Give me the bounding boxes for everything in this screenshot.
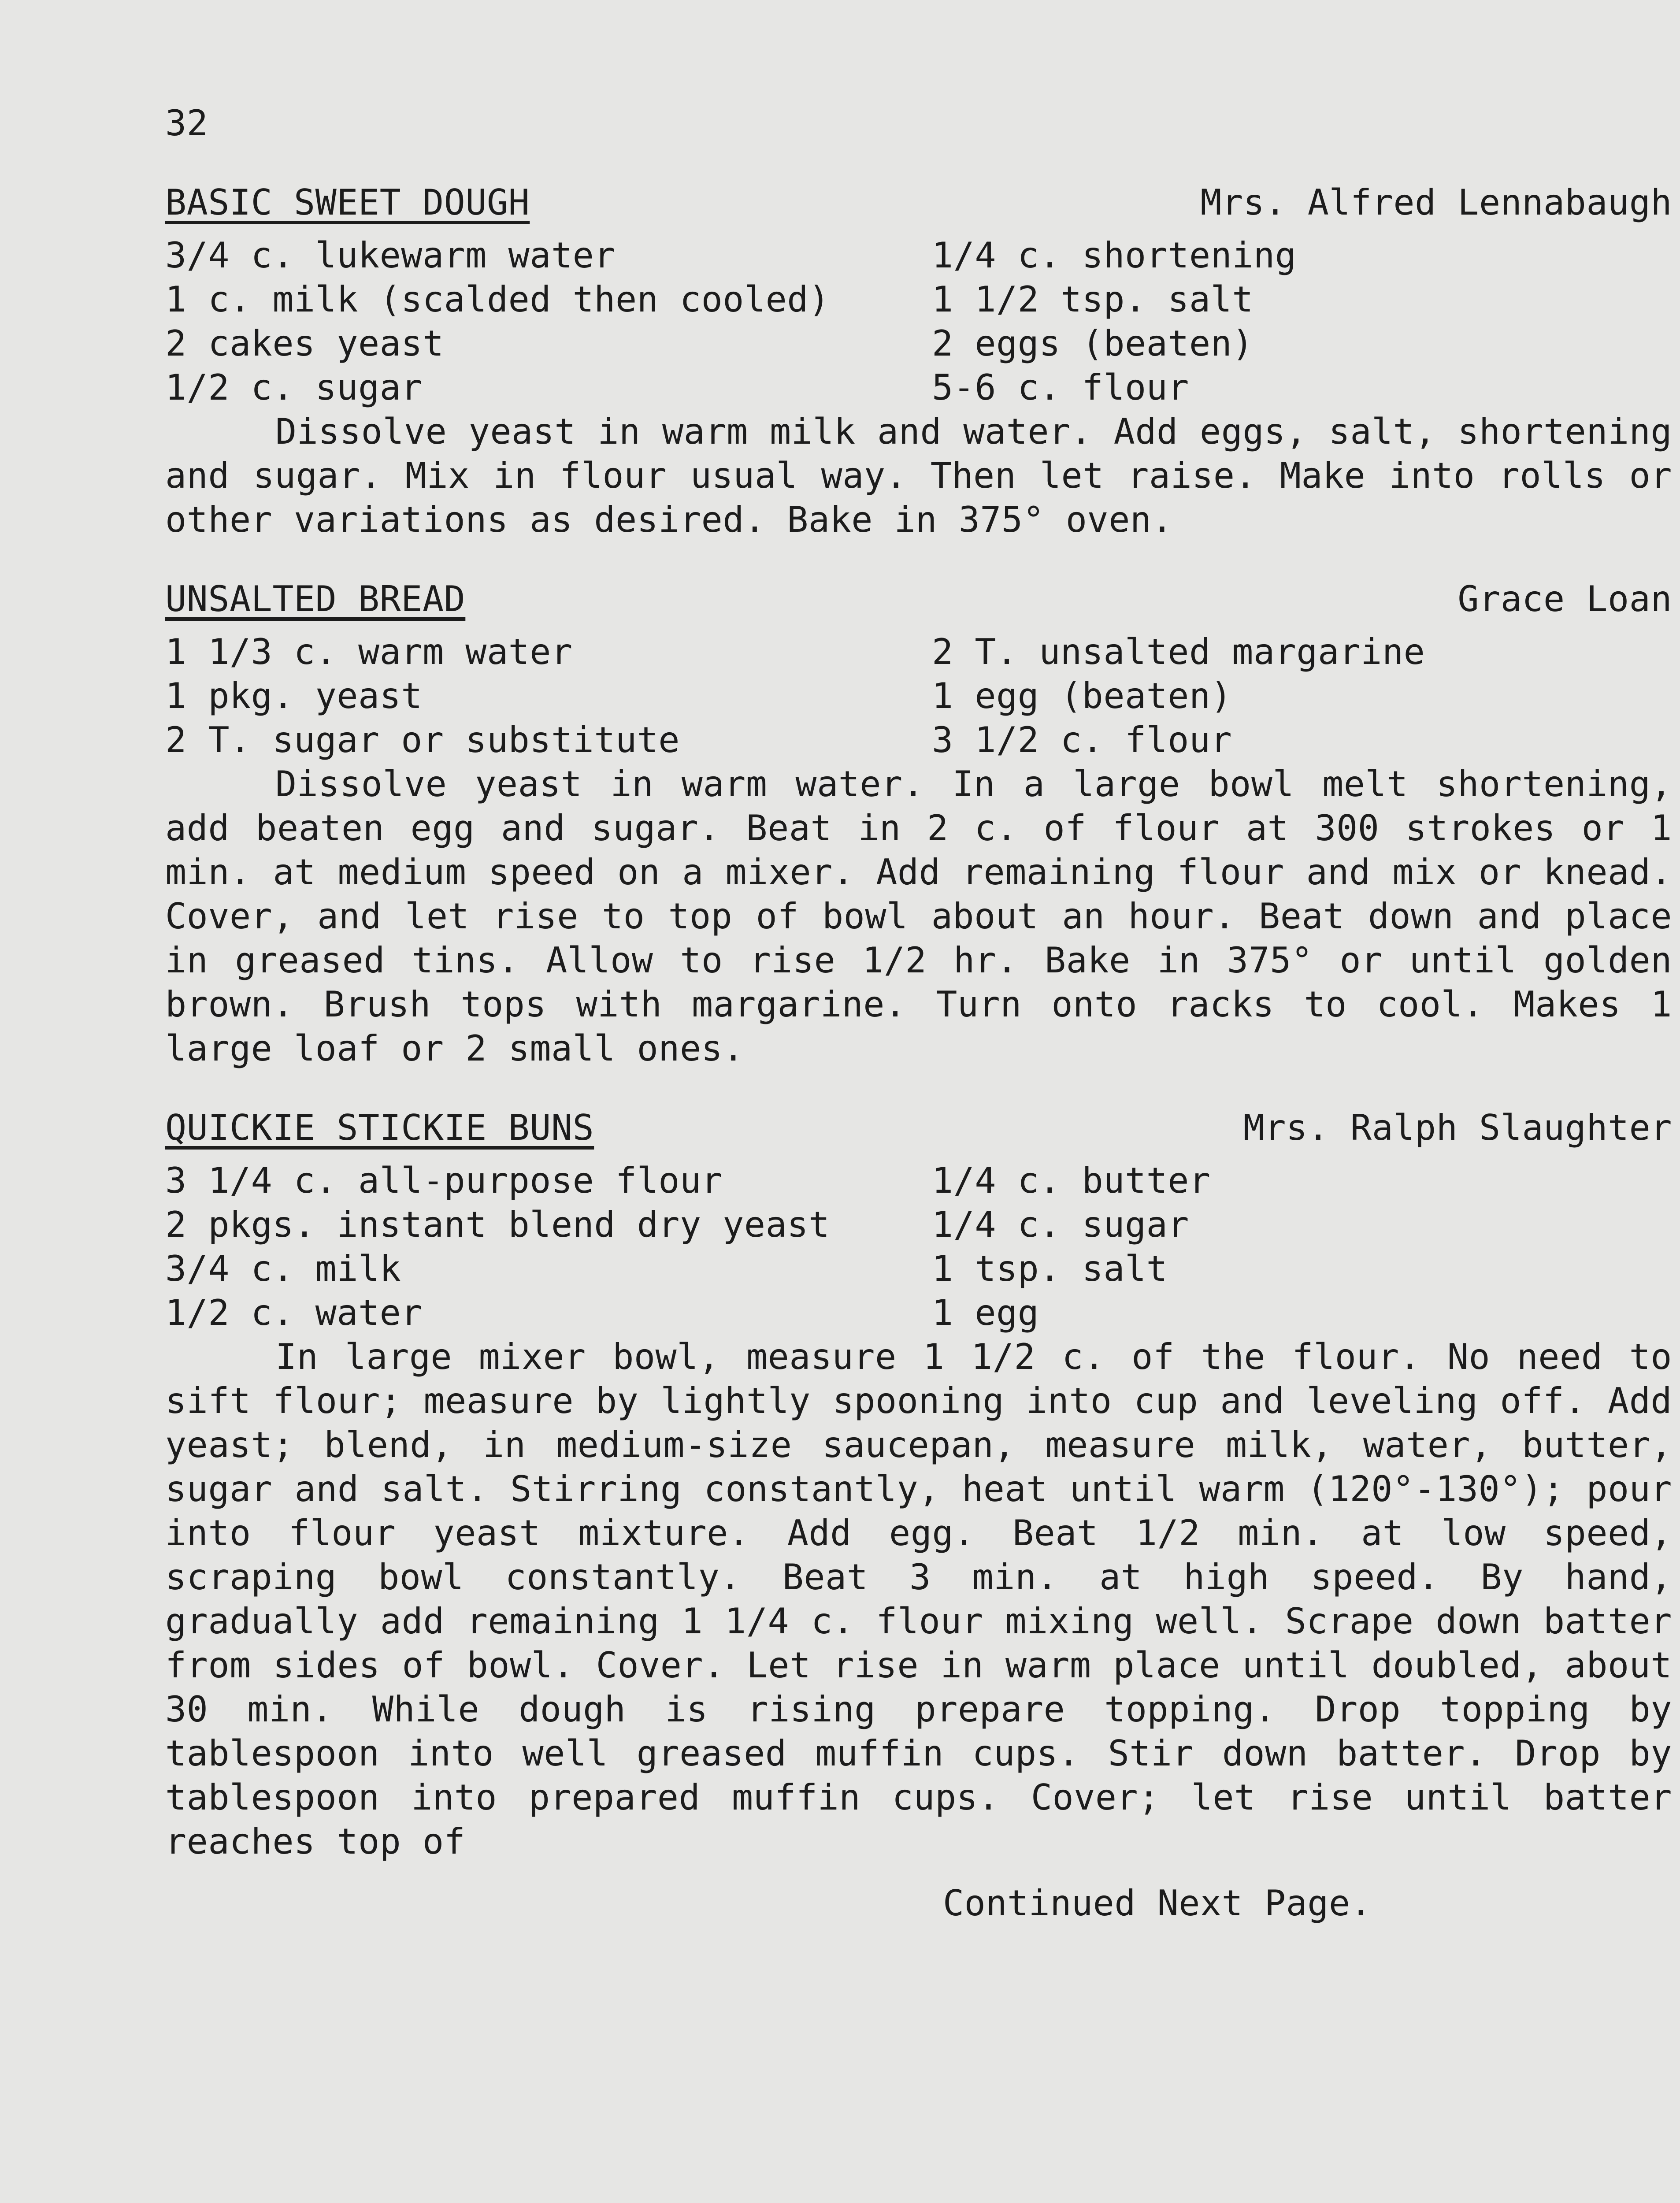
recipe-title: UNSALTED BREAD: [165, 579, 466, 619]
ingredient-list: [165, 630, 1672, 762]
ingredient: 1 1/3 c. warm water: [165, 631, 573, 672]
recipe-quickie-stickie-buns: [165, 1106, 1672, 1864]
recipe-title: QUICKIE STICKIE BUNS: [165, 1107, 594, 1148]
ingredient: 2 pkgs. instant blend dry yeast: [165, 1204, 830, 1245]
ingredient: 1/2 c. sugar: [165, 367, 423, 408]
recipe-directions: Dissolve yeast in warm milk and water. Add eggs, salt, shortening and sugar. Mix in flour usual way. Then let raise. Make into rolls or other variations as desired. Bake in 375° oven.: [165, 411, 1672, 540]
recipe-directions: In large mixer bowl, measure 1 1/2 c. of the flour. No need to sift flour; measure by lightly spooning into cup and leveling off. Add yeast; blend, in medium-size saucepan, measure milk, water, butter, sugar and salt. Stirring constantly, heat until warm (120°-130°); pour into flour yeast mixture. Add egg. Beat 1/2 min. at low speed, scraping bowl constantly. Beat 3 min. at high speed. By hand, gradually add remaining 1 1/4 c. flour mixing well. Scrape down batter from sides of bowl. Cover. Let rise in warm place until doubled, about 30 min. While dough is rising prepare topping. Drop topping by tablespoon into well greased muffin cups. Stir down batter. Drop by tablespoon into prepared muffin cups. Cover; let rise until batter reaches top of: [165, 1336, 1672, 1862]
ingredient: 2 cakes yeast: [165, 323, 444, 364]
ingredient: 1/4 c. sugar: [932, 1204, 1189, 1245]
ingredient: 1 1/2 tsp. salt: [932, 279, 1254, 320]
ingredient: 3 1/2 c. flour: [932, 719, 1232, 760]
recipe-author: Mrs. Alfred Lennabaugh: [1200, 182, 1672, 223]
ingredient: 2 T. sugar or substitute: [165, 719, 680, 760]
ingredient: 5-6 c. flour: [932, 367, 1189, 408]
page-number: 32: [165, 103, 208, 144]
recipe-basic-sweet-dough: [165, 181, 1672, 542]
ingredient: 1 pkg. yeast: [165, 675, 423, 716]
recipe-title: BASIC SWEET DOUGH: [165, 182, 530, 223]
ingredient: 1 c. milk (scalded then cooled): [165, 279, 830, 320]
ingredient-list: [165, 234, 1672, 410]
ingredient-list: [165, 1159, 1672, 1335]
continued-note: Continued Next Page.: [943, 1883, 1372, 1924]
page-content: [165, 101, 1672, 1925]
ingredient: 1/2 c. water: [165, 1292, 423, 1333]
recipe-unsalted-bread: [165, 577, 1672, 1071]
ingredient: 1/4 c. shortening: [932, 235, 1297, 276]
ingredient: 1 egg: [932, 1292, 1039, 1333]
ingredient: 2 T. unsalted margarine: [932, 631, 1425, 672]
ingredient: 1 egg (beaten): [932, 675, 1232, 716]
recipe-author: Grace Loan: [1457, 579, 1672, 619]
recipe-author: Mrs. Ralph Slaughter: [1243, 1107, 1672, 1148]
ingredient: 1/4 c. butter: [932, 1160, 1211, 1201]
recipe-directions: Dissolve yeast in warm water. In a large bowl melt shortening, add beaten egg and sugar. Beat in 2 c. of flour at 300 strokes or 1 min. at medium speed on a mixer. Add remaining flour and mix or knead. Cover, and let rise to top of bowl about an hour. Beat down and place in greased tins. Allow to rise 1/2 hr. Bake in 375° or until golden brown. Brush tops with margarine. Turn onto racks to cool. Makes 1 large loaf or 2 small ones.: [165, 764, 1672, 1069]
ingredient: 3/4 c. milk: [165, 1248, 401, 1289]
ingredient: 3 1/4 c. all-purpose flour: [165, 1160, 723, 1201]
ingredient: 2 eggs (beaten): [932, 323, 1254, 364]
ingredient: 1 tsp. salt: [932, 1248, 1168, 1289]
ingredient: 3/4 c. lukewarm water: [165, 235, 616, 276]
